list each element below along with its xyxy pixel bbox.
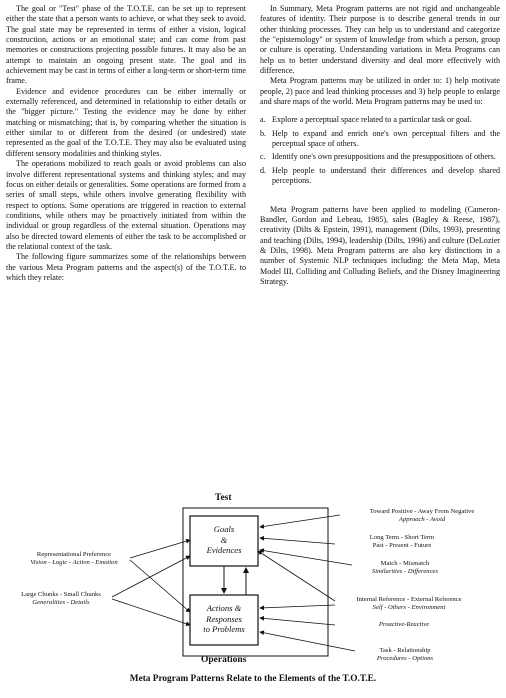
proactive-label: Proactive-Reactive bbox=[378, 621, 430, 628]
left-column bbox=[6, 4, 246, 283]
paragraph-utilization: Meta Program patterns may be utilized in order to: 1) help motivate people, 2) pace and lead thinking processes and 3) help people to enlarge and share maps of the world. Meta Program patterns may be used to: bbox=[260, 76, 500, 107]
reference-label: Internal Reference - External Reference Self - Others - Environment bbox=[356, 596, 462, 611]
operations-heading: Operations bbox=[201, 655, 247, 665]
paragraph-applications: Meta Program patterns have been applied to modeling (Cameron-Bandler, Gordon and Lebeau, 1985), sales (Bagley & Reese, 1987), creativity (Dilts & Epstein, 1991), management (Dilts, 1993), presenting and teaching (Dilts, 1994), leadership (Dilts, 1996) and culture (DeLozier & Dilts, 1998). Meta Program patterns are also key distinctions in a number of Systemic NLP techniques including: the Meta Map, Meta Model III, Colliding and Colluding Beliefs, and the Disney Imagineering Strategy. bbox=[260, 204, 500, 286]
time-frame-label: Long Term - Short Term Past - Present - Future bbox=[369, 534, 435, 549]
chunks-label: Large Chunks - Small Chunks Generalities - Details bbox=[21, 591, 101, 606]
list-item: b. Help to expand and enrich one's own perceptual filters and the perceptual space of others. bbox=[260, 128, 500, 149]
figure-caption: Meta Program Patterns Relate to the Elements of the T.O.T.E. bbox=[129, 674, 377, 684]
list-item: d. Help people to understand their differences and develop shared perceptions. bbox=[260, 165, 500, 186]
right-column bbox=[260, 4, 500, 287]
toward-away-label: Toward Positive - Away From Negative Approach - Avoid bbox=[369, 508, 475, 523]
representational-label: Representational Preference Vision - Logic - Action - Emotion bbox=[30, 551, 118, 566]
paragraph-operations: The operations mobilized to reach goals or avoid problems can also involve different representational systems and thinking styles; and may focus on either details or generalities. Some operations are formed from a series of small steps, while others involve generating flexibility with respect to options. Some operations are triggered in reaction to external conditions, while others may be proactively initiated from within the individual or group regardless of the external situation. Operations may also be directed toward elements of either the task to be accomplished or the relational context of the task. bbox=[6, 159, 246, 251]
paragraph-goal-phase: The goal or "Test" phase of the T.O.T.E. can be set up to represent either the state that a person wants to achieve, or what they seek to avoid. The goal state may be represented in terms of either a vision, logical construction, actions or an emotional state; and can come from past memories or constructions projecting possible futures. It may also be an attempt to maintain an ongoing present state. The goal and its achievement may be cast in terms of either a long-term or short-term time frame. bbox=[6, 4, 246, 86]
task-relationship-label: Task - Relationship Procedures - Options bbox=[376, 647, 434, 662]
paragraph-evidence: Evidence and evidence procedures can be either internally or externally referenced, and determined in relationship to either details or the "bigger picture." Testing the evidence may be done by either matching or mismatching; that is, by comparing whether the situation is either similar to or different from the desired (or undesired) state represented as the goal of the T.O.T.E. They may also be evaluated using different sensory modalities and thinking styles. bbox=[6, 86, 246, 158]
actions-box-label: Actions & Responses to Problems bbox=[203, 603, 245, 634]
list-item: c. Identify one's own presuppositions and the presuppositions of others. bbox=[260, 152, 496, 162]
uses-list bbox=[260, 115, 500, 186]
paragraph-summary: In Summary, Meta Program patterns are not rigid and unchangeable features of identity. Their purpose is to describe general trends in our other thinking processes. They can help us to understand and categorize the "epistemology" or system of knowledge from which a person, group or culture is operating. Understanding variations in Meta Programs can help us to better understand diversity and deal more effectively with difference. bbox=[260, 4, 500, 76]
list-item: a. Explore a perceptual space related to a particular task or goal. bbox=[260, 115, 472, 125]
paragraph-figure-intro: The following figure summarizes some of the relationships between the various Meta Program patterns and the aspect(s) of the T.O.T.E. to which they relate: bbox=[6, 252, 246, 282]
test-heading: Test bbox=[215, 493, 232, 503]
goals-box-label: Goals & Evidences bbox=[206, 524, 242, 555]
tote-diagram bbox=[0, 488, 506, 698]
match-mismatch-label: Match - Mismatch Similarities - Differences bbox=[371, 560, 439, 575]
